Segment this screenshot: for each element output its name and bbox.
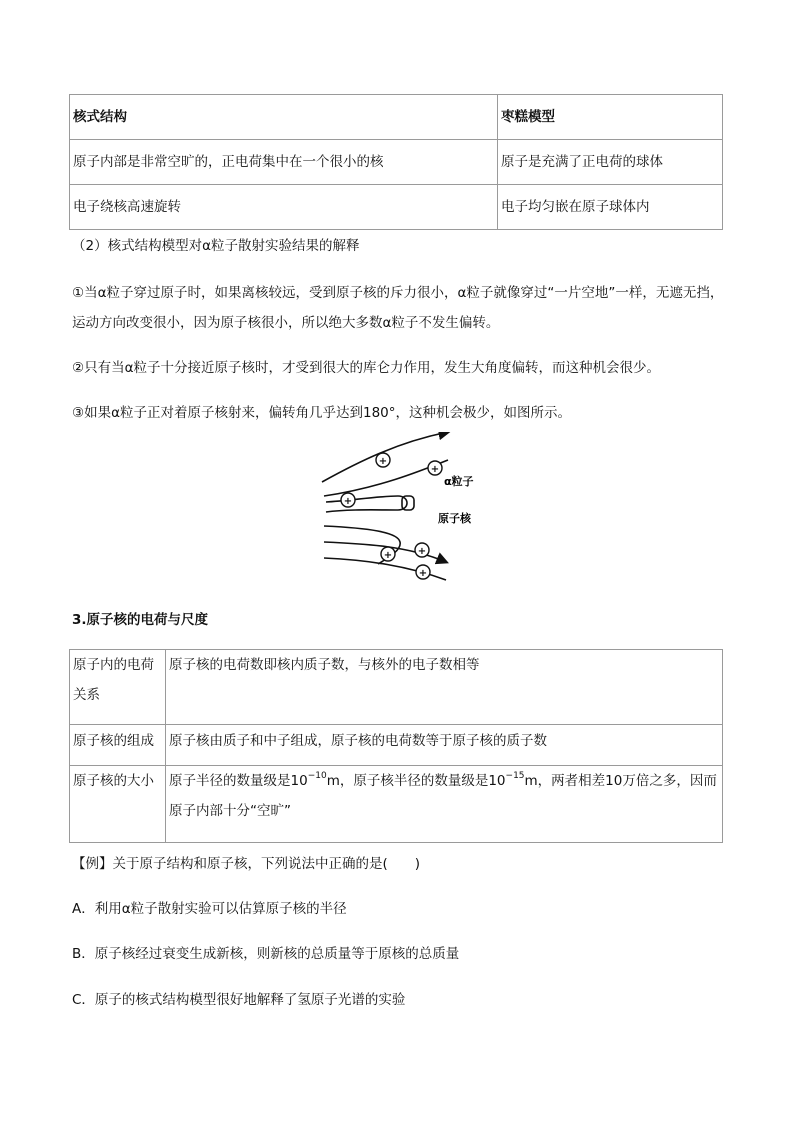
size-text-b: m，原子核半径的数量级是10: [326, 773, 506, 789]
table-cell: 原子是充满了正电荷的球体: [498, 140, 723, 185]
table-row: [70, 140, 723, 185]
table-header-cell: 核式结构: [70, 95, 498, 140]
table-row: [70, 766, 723, 843]
table-cell: 电子均匀嵌在原子球体内: [498, 185, 723, 230]
table-row: [70, 725, 723, 766]
size-text-c: m，两者相差10万倍之多，因而原子内部十分“空旷”: [169, 773, 717, 819]
table-label-cell: 原子核的大小: [70, 766, 166, 843]
nucleus-charge-size-table: [69, 649, 723, 843]
plus-sign: +: [378, 456, 388, 467]
plus-sign: +: [430, 464, 440, 475]
nucleus-label: 原子核: [438, 512, 471, 525]
paragraph-2: ②只有当α粒子十分接近原子核时，才受到很大的库仑力作用，发生大角度偏转，而这种机会很少。: [72, 360, 661, 376]
example-question: 【例】关于原子结构和原子核，下列说法中正确的是( ): [72, 856, 421, 872]
table-row: [70, 95, 723, 140]
table-row: [70, 650, 723, 725]
section-title: 3.原子核的电荷与尺度: [72, 612, 209, 628]
plus-sign: +: [383, 550, 393, 561]
subsection-title: （2）核式结构模型对α粒子散射实验结果的解释: [72, 238, 360, 254]
table-cell: 原子核由质子和中子组成，原子核的电荷数等于原子核的质子数: [166, 725, 723, 766]
table-cell: 电子绕核高速旋转: [70, 185, 498, 230]
table-label-cell: 原子核的组成: [70, 725, 166, 766]
exponent: −10: [307, 770, 327, 781]
plus-sign: +: [343, 496, 353, 507]
paragraph-1: ①当α粒子穿过原子时，如果离核较远，受到原子核的斥力很小，α粒子就像穿过“一片空地”一样，无遮无挡，运动方向改变很小，因为原子核很小，所以绝大多数α粒子不发生偏转。: [72, 285, 724, 331]
trajectory-line: [326, 496, 407, 512]
plus-sign: +: [417, 546, 427, 557]
model-comparison-table: [69, 94, 723, 230]
exponent: −15: [505, 770, 525, 781]
table-cell: 原子内部是非常空旷的，正电荷集中在一个很小的核: [70, 140, 498, 185]
plus-sign: +: [418, 568, 428, 579]
table-cell: [166, 766, 723, 843]
paragraph-3: ③如果α粒子正对着原子核射来，偏转角几乎达到180°，这种机会极少，如图所示。: [72, 405, 572, 421]
table-header-cell: 枣糕模型: [498, 95, 723, 140]
option-a: A．利用α粒子散射实验可以估算原子核的半径: [72, 901, 347, 917]
alpha-scattering-figure: [318, 432, 488, 588]
table-label-cell: 原子内的电荷关系: [70, 650, 166, 725]
size-text-a: 原子半径的数量级是10: [169, 773, 308, 789]
table-row: [70, 185, 723, 230]
option-c: C．原子的核式结构模型很好地解释了氢原子光谱的实验: [72, 992, 406, 1008]
alpha-particle-label: α粒子: [444, 475, 474, 488]
option-b: B．原子核经过衰变生成新核，则新核的总质量等于原核的总质量: [72, 946, 460, 962]
table-cell: 原子核的电荷数即核内质子数，与核外的电子数相等: [166, 650, 723, 725]
